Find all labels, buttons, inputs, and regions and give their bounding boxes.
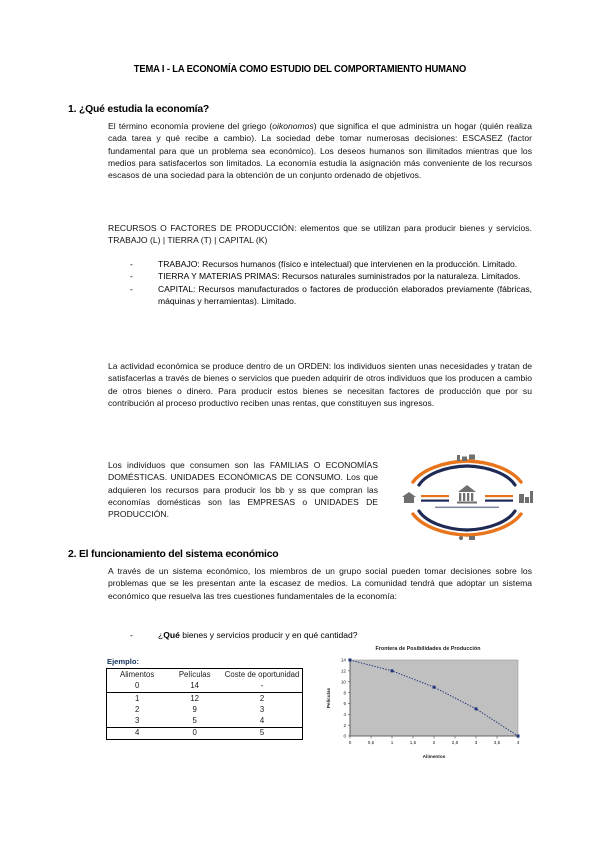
chart-title: Frontera de Posibilidades de Producción xyxy=(375,646,481,652)
y-tick-label: 0 xyxy=(343,733,346,739)
chart-plot-area xyxy=(350,660,518,736)
example-label: Ejemplo: xyxy=(107,657,140,666)
cell-coste: 4 xyxy=(222,716,302,728)
cell-coste: 5 xyxy=(259,728,265,738)
cell-peliculas: 12 xyxy=(190,693,200,703)
paragraph-orden-economico: La actividad económica se produce dentro de un ORDEN: los individuos sienten unas necesidades y tratan de satisfacerlas a través de bienes o servicios que pueden adquirir de otros individuos que los producen a cambio de otros bienes o dinero. Para producir estos bienes se necesitan factores de producción que por su contribución al proceso productivo reciben unas rentas, que constituyen sus ingresos. xyxy=(108,361,532,409)
question-rest: bienes y servicios producir y en qué cantidad? xyxy=(179,630,358,640)
y-tick-label: 6 xyxy=(343,701,346,707)
cell-alimentos: 0 xyxy=(107,681,168,693)
circular-flow-diagram xyxy=(399,452,535,544)
table-row xyxy=(107,704,303,715)
data-point-marker xyxy=(475,707,478,710)
x-tick-label: 0 xyxy=(348,740,352,745)
x-tick-label: 0,5 xyxy=(367,740,375,745)
dash-bullet-icon: - xyxy=(130,271,133,282)
data-point-marker xyxy=(433,686,436,689)
x-tick-label: 3,5 xyxy=(493,740,501,745)
paragraph-definicion-economia xyxy=(108,120,532,182)
list-item xyxy=(130,258,532,270)
y-tick-label: 14 xyxy=(340,657,346,663)
paragraph-recursos-factores: RECURSOS O FACTORES DE PRODUCCIÓN: elementos que se utilizan para producir bienes y servicios. TRABAJO (L) | TIERRA (T) | CAPITAL (K) xyxy=(108,223,532,246)
x-axis-ticks xyxy=(349,736,520,745)
question-keyword: Qué xyxy=(163,630,180,640)
cell-alimentos: 3 xyxy=(107,716,168,728)
x-tick-label: 1 xyxy=(390,740,394,745)
data-point-marker xyxy=(517,735,520,738)
cell-coste: 2 xyxy=(259,693,265,703)
table-header-row xyxy=(107,669,303,681)
ppf-table xyxy=(106,668,303,740)
y-tick-label: 8 xyxy=(343,690,346,696)
column-header-coste: Coste de oportunidad xyxy=(224,670,300,680)
dash-bullet-icon: - xyxy=(130,630,133,640)
bank-icon xyxy=(457,485,477,504)
chart-canvas xyxy=(322,654,534,762)
table-row xyxy=(107,693,303,705)
dash-bullet-icon: - xyxy=(130,283,133,294)
x-tick-label: 2,5 xyxy=(451,740,459,745)
list-item-label: CAPITAL: Recursos manufacturados o factores de producción elaborados previamente (fábricas, máquinas y herramientas). Limitado. xyxy=(158,283,532,307)
y-tick-label: 12 xyxy=(340,668,346,674)
y-tick-label: 10 xyxy=(340,679,346,685)
table-row xyxy=(107,727,303,739)
list-cuestiones-fundamentales xyxy=(130,629,532,641)
paragraph-sistema-economico: A través de un sistema económico, los miembros de un grupo social pueden tomar decisiones sobre los problemas que se les presentan ante la escasez de medios. La comunidad tendrá que adoptar un sistema económico que resuelva las tres cuestiones fundamentales de la economía: xyxy=(108,566,532,601)
list-item xyxy=(130,629,532,641)
x-tick-label: 2 xyxy=(432,740,436,745)
data-point-marker xyxy=(349,659,352,662)
column-header-alimentos: Alimentos xyxy=(120,670,155,680)
document-title: TEMA I - LA ECONOMÍA COMO ESTUDIO DEL COMPORTAMIENTO HUMANO xyxy=(133,64,467,75)
section-heading-2: 2. El funcionamiento del sistema económico xyxy=(68,549,279,560)
list-item xyxy=(130,283,532,308)
table-row xyxy=(107,716,303,728)
paragraph-intro-part-a: El término economía proviene del griego ( xyxy=(108,121,273,131)
y-axis-ticks xyxy=(341,658,350,739)
cell-alimentos: 2 xyxy=(134,704,140,714)
x-tick-label: 1,5 xyxy=(409,740,417,745)
x-axis-label: Alimentos xyxy=(422,754,446,759)
question-prefix: ¿ xyxy=(158,630,164,640)
dash-bullet-icon: - xyxy=(130,259,133,269)
greek-term-oikonomos: oikonomos xyxy=(272,121,314,131)
flow-bars-right xyxy=(485,495,513,502)
example-table-wrapper xyxy=(106,668,303,740)
cell-alimentos: 4 xyxy=(134,728,140,738)
x-tick-label: 3 xyxy=(474,740,478,745)
y-tick-label: 2 xyxy=(343,722,346,728)
y-tick-label: 4 xyxy=(343,711,346,717)
paragraph-familias-empresas: Los individuos que consumen son las FAMILIAS O ECONOMÍAS DOMÉSTICAS. UNIDADES ECONÓMICAS DE CONSUMO. Los que adquieren los recursos para producir los bb y ss que compran las economías domésticas son las EMPRESAS o UNIDADES DE PRODUCCIÓN. xyxy=(108,460,378,520)
x-tick-label: 4 xyxy=(516,740,520,745)
cell-coste: - xyxy=(222,681,302,693)
list-item-label: TRABAJO: Recursos humanos (físico e intelectual) que intervienen en la producción. Limitado. xyxy=(158,259,518,269)
ppf-chart xyxy=(322,646,534,764)
section-heading-1: 1. ¿Qué estudia la economía? xyxy=(68,104,210,115)
house-icon xyxy=(402,492,416,503)
list-item-label xyxy=(158,629,532,641)
cell-peliculas: 0 xyxy=(192,728,197,738)
flow-bars-left xyxy=(421,495,449,502)
list-factores-produccion xyxy=(130,258,532,307)
data-point-marker xyxy=(391,669,394,672)
cell-peliculas: 5 xyxy=(167,716,222,728)
cell-coste: 3 xyxy=(259,704,265,714)
list-item-label: TIERRA Y MATERIAS PRIMAS: Recursos naturales suministrados por la naturaleza. Limitados. xyxy=(158,271,521,282)
column-header-peliculas: Películas xyxy=(178,670,211,680)
paragraph-intro-part-b: ) que significa el que administra un hogar (quién realiza cada tarea y qué recibe a cambio). La sociedad debe tomar numerosas decisiones: ESCASEZ (factor fundamental para que un problema sea económico). Los deseos humanos son ilimitados mientras que los medios para satisfacerlos son limitados. La economía estudia la asignación más conveniente de los recursos escasos de una sociedad para la obtención de un conjunto ordenado de objetivos. xyxy=(108,121,532,181)
factory-icon xyxy=(519,491,533,503)
cell-peliculas: 14 xyxy=(167,681,222,693)
cell-alimentos: 1 xyxy=(134,693,140,703)
list-item xyxy=(130,270,532,282)
cell-peliculas: 9 xyxy=(192,704,197,714)
y-axis-label: Películas xyxy=(326,687,331,709)
table-row xyxy=(107,681,303,693)
